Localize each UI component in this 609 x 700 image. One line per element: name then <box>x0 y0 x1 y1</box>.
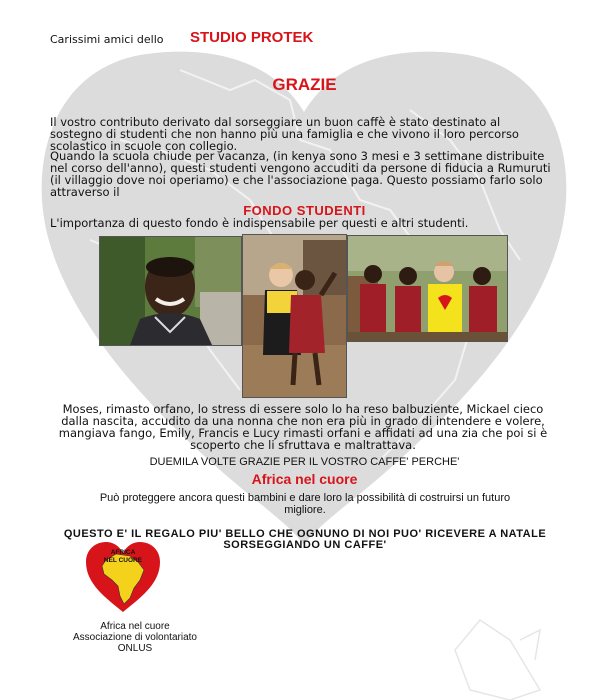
fund-title: FONDO STUDENTI <box>243 203 366 218</box>
paragraph-contribution: Il vostro contributo derivato dal sorseggiare un buon caffè è stato destinato al sostegno di studenti che non hanno più una famiglia e che vivono il loro percorso scolastico in scuole con collegio. <box>50 115 519 153</box>
logo-text-top: AFRICA <box>110 549 136 556</box>
footer-association: Associazione di volontariato <box>73 632 197 643</box>
photo-boy-portrait <box>99 236 242 346</box>
company-name: STUDIO PROTEK <box>190 29 314 46</box>
greeting-text: Carissimi amici dello <box>50 33 164 46</box>
paragraph-stories: Moses, rimasto orfano, lo stress di essere solo lo ha reso balbuziente, Mickael cieco dalla nascita, accudito da una nonna che non era più in grado di intendere e volere, mangiava fango, Emily, Francis e Lucy rimasti orfani e affidati ad una zia che poi si è scoperto che li sfruttava e maltrattava. <box>58 402 548 452</box>
logo-text-bottom: NEL CUORE <box>103 557 143 564</box>
paragraph-importance: L'importanza di questo fondo è indispensabile per questi e altri studenti. <box>50 216 469 230</box>
closing-statement: QUESTO E' IL REGALO PIU' BELLO CHE OGNUNO DI NOI PUO' RICEVERE A NATALE SORSEGGIANDO UN CAFFE' <box>63 528 547 551</box>
organization-highlight: Africa nel cuore <box>251 471 358 487</box>
paragraph-vacation: Quando la scuola chiude per vacanza, (in kenya sono 3 mesi e 3 settimane distribuite nel corso dell'anno), questi studenti vengono accuditi da persone di fiducia a Rumuruti (il villaggio dove noi operiamo) e che l'associazione paga. Questo possiamo farlo solo attraverso il <box>50 149 551 199</box>
africa-nel-cuore-logo <box>84 540 162 615</box>
photo-woman-child <box>242 234 347 398</box>
footer-organization <box>50 621 220 654</box>
thanks-line: DUEMILA VOLTE GRAZIE PER IL VOSTRO CAFFE' PERCHE' <box>149 456 460 468</box>
page-title: GRAZIE <box>272 75 337 94</box>
paragraph-future: Può proteggere ancora questi bambini e dare loro la possibilità di costruirsi un futuro migliore. <box>99 492 511 516</box>
footer-name: Africa nel cuore <box>100 621 170 632</box>
footer-onlus: ONLUS <box>117 643 153 654</box>
photo-group-students <box>347 235 508 342</box>
